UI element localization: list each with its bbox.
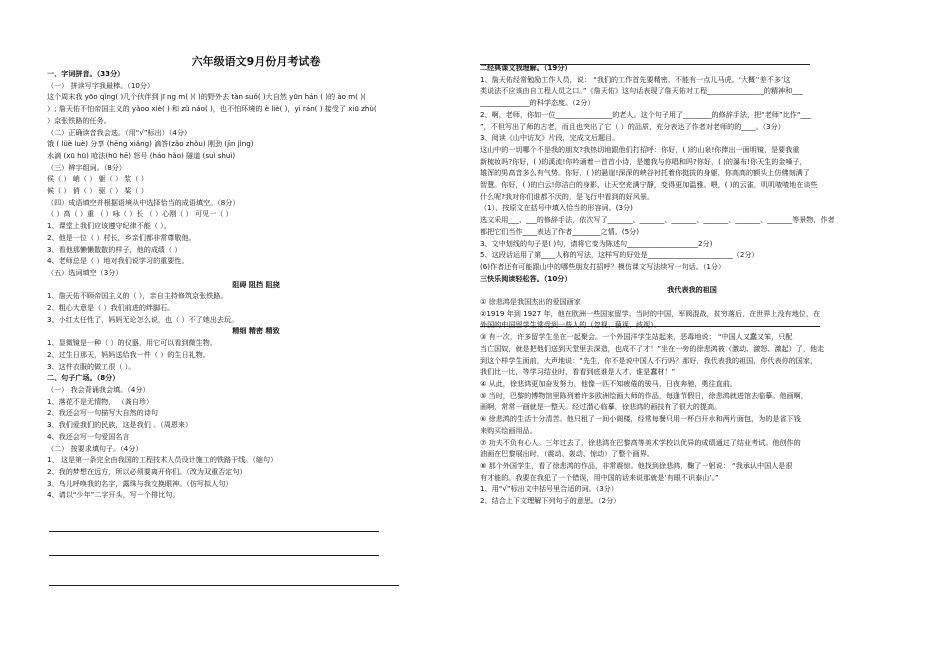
right-line: 2、啊，老师，你如一位________________的老人。这个句子用了________的修辞手法，把“老师”比作“___ [480, 109, 812, 119]
left-line: 3、小红太任性了，妈妈无论怎么说，也（ ）不了她出去玩。 [47, 314, 239, 324]
right-line: 智慧。你好，( )的白云!你洁白的身影，让天空充满宁静，变得更加温雅。喂，( )的云雀，叽叽喳喳地在谈些 [480, 180, 818, 190]
left-line: 一、字词拼音。（33分） [47, 69, 125, 78]
right-line: ④ 从此，徐悲鸿更加奋发努力，他像一匹不知疲倦的骏马，日夜奔驰，勇往直前。 [480, 378, 737, 388]
right-line: 3、文中划线的句子是( )句，请将它变为陈述句____________________2分) [480, 238, 713, 248]
right-text-block [480, 62, 904, 507]
left-line: 4、老师总是（ ）地对我们说学习的重要性。 [47, 256, 189, 266]
left-line: 二、句子广场。（8分） [47, 373, 120, 383]
right-line: ”，不但写出了师的古老，而且也突出了它（ ）的品质，充分表达了作者对老师的的____。（3分） [480, 121, 785, 131]
right-line: 当亡国奴，就是把他们送到天堂里去深造，也成不了才！”坐在一旁的徐悲鸿被（激动、激怒、激起）了，他走 [480, 343, 825, 353]
left-line: 侯（ ） 峭（ ） 躯（ ） 浆（ ） [47, 174, 148, 184]
right-line: 我们比一比，等学习结业时，看看到底谁是人才，谁是蠢材！” [480, 367, 676, 377]
answer-line-2 [49, 555, 379, 556]
right-line: 选文采用___、___的修辞手法，依次写了_______、_______、_______、_______、_______、_______等景物，作者 [480, 215, 835, 225]
right-line: 有才能的。我要在我犯了一个错误，用中国的话来说那就是‘有眼不识泰山’。” [480, 472, 719, 482]
page-title: 六年级语文9月份月考试卷 [191, 55, 321, 68]
answer-line-1 [49, 531, 379, 532]
right-line: 这山中的一切哪个不是我的朋友?我热切地跟他们打招呼：你好，( )的山泉!你捧出一面明镜，是要我重 [480, 144, 800, 154]
right-line: ① 徐悲鸿是我国杰出的爱国画家 [480, 297, 581, 307]
left-line: 精细 精密 精致 [232, 326, 280, 336]
right-line: 1、用“√”标出文中括号里合适的词。（3分） [480, 484, 618, 494]
left-line: 1、 这是第一条完全由我国的工程技术人员设计施工的铁路干线。（缩句） [47, 455, 278, 465]
right-line: 什么呢?我对你们谁都不厌的，是飞行中看到的好风景。 [480, 191, 655, 201]
left-line: 3、看他那懒懒散散的样子，他的成绩（ ） [47, 244, 182, 254]
left-line: 1、落花不是无情物， （龚自珍） [47, 396, 154, 406]
left-line: （二） 按要求填句子。（4分） [47, 443, 143, 453]
left-line: （五）选词填空（3分） [47, 267, 123, 277]
right-line: 我代表我的祖国 [667, 285, 717, 295]
right-line: 到这个样学生面前，大声地说：“先生，你不是说中国人不行吗？那好，我代表我的祖国，你代表你的国家， [480, 355, 818, 365]
left-line: 阻碍 阻挡 阻挠 [232, 279, 280, 289]
right-line: ③ 有一次，许多留学生坐在一起聚会。一个外国洋学生站起来，恶毒地说： “中国人又蠢又笨，只配 [480, 332, 793, 342]
right-line: 3、阅读《山中访友》片段，完成文后题目。 [480, 133, 620, 143]
right-line: 新梳妆吗?你好，( )的溪流!你吟诵着一首首小诗，是邀我与你唱和吗?你好，( )的瀑布!你天生的金嗓子， [480, 156, 807, 166]
left-line: 2、过生日那天，妈妈送给我一件（ ）的生日礼物。 [47, 349, 210, 359]
left-text-block [47, 68, 465, 501]
left-line: 2、粗心大意是（ ）我们前进的绊脚石。 [47, 303, 175, 313]
left-line: 4、我还会写一句爱国名言 [47, 431, 130, 441]
left-line: 2、他是一位（ ）村长，乡亲们都非常尊敬他。 [47, 232, 196, 242]
right-line: (6)作者还有可能跟山中的哪些朋友打招呼？模仿课文写法续写一句话。（1分） [480, 261, 726, 271]
left-line: （三）辨字组词。（8分） [47, 162, 126, 172]
left-line: 这个周末我 yōo qǐng( )几个伙伴到 jī ng m( )( )的野外去 tàn suǒ( )大自然 yūn hán ( )的 ào m( )( [47, 92, 366, 102]
left-line: （四）成语填空并根据语境从中选择恰当的成语填空。（8分） [47, 197, 240, 207]
left-line: （一） 我会背诵我会填。（4分） [47, 384, 150, 394]
right-line: 雄浑的男高音多么有气势。你好，( )的悬崖!深深的峡谷衬托着你挺拔的身躯，你高高的额头上仿佛刻满了 [480, 168, 810, 178]
right-line: 画啊，常常一画就是一整天。经过潜心临摹，徐悲鸿的画技有了很大的提高。 [480, 402, 722, 412]
left-line: 2、我还会写一句描写大自然的诗句 [47, 408, 158, 418]
right-line: 三快乐阅读轻松答。（10分） [480, 273, 572, 283]
right-line: 都把它们当作____表达了作者________之情。(5分) [480, 226, 640, 236]
left-line: 候（ ） 俏（ ） 驱（ ） 桨（ ） [47, 186, 148, 196]
left-line: 3、我们爱我们的民族，这是我们 。（周恩来） [47, 420, 193, 430]
left-line: （ ）高（ ）重 （ ）咏（ ）长 （ ）心刚（ ） 可见一（ ） [47, 209, 233, 219]
left-line: 3、这件衣服的做工很（ ）。 [47, 361, 136, 371]
right-line: 5、这段话运用了第____人称的写法，这样写的好处是________________________（2分） [480, 250, 759, 260]
right-line: 类说法不应该由自工程人员之口。”《詹天佑》这句话表现了詹天佑对工程________________的精神和___ [480, 86, 803, 96]
left-line: 水滴 (xū hū) 呛法(hū hē) 怒号 (háo hǎo) 隧道 (suì shuì) [47, 150, 236, 160]
left-line: （二）正确读音我会选。（用“√”标出）（4分） [47, 127, 192, 137]
right-line: 二经典课文我理解。（19分） [480, 63, 572, 72]
answer-line-4 [480, 326, 820, 327]
left-line: 1、詹天佑不顾帝国主义的（ ），亲自主持修筑京张铁路。 [47, 291, 228, 301]
left-line: 1、显微镜是一种（ ）的仪器，用它可以看到微生物。 [47, 338, 217, 348]
answer-line-3 [49, 585, 399, 586]
right-line: （1）、按原文在括号中填入恰当的形容词。(3分) [480, 203, 633, 213]
left-line: ）; 詹天佑不怕帝国主义的 yǎoo xiè( ) 和 zǔ náo( )，也不怕环境的 è liè( )，yì rán( ) 接受了 xiū zhù( [47, 104, 377, 114]
right-line: ⑧ 那个外国学生，看了徐悲鸿的作品，非常震惊。他找到徐悲鸿，鞠了一躬说： “我承认中国人是很 [480, 460, 793, 470]
right-line: ⑦ 功夫不负有心人。三年过去了，徐悲鸿在巴黎高等美术学校以优异的成绩通过了结业考试。他创作的 [480, 437, 801, 447]
right-line: 1、詹天佑经常勉励工作人员，说： “我们的工作首先要精密，不能有一点儿马虎。‘大概’‘差不多’这 [480, 74, 791, 84]
right-line: ⑤ 当时，巴黎的博物馆里陈列着许多欧洲绘画大师的作品，每逢节假日，徐悲鸿就进馆去临摹。他画啊， [480, 390, 808, 400]
left-line: （一） 拼读写字我最棒。（10分） [47, 80, 155, 90]
left-line: 3、鸟儿呼唤我的名字，露珠与我交换眼神。（仿写拟人句） [47, 478, 233, 488]
left-line: 1、课堂上我们应该遵守纪律不能（ ）。 [47, 221, 171, 231]
left-line: 饿 ( lüè luè) 分享 (hēng xiǎng) 滴答(zǎo zhǒu) 刚劲 (jìn jìng) [47, 139, 254, 149]
right-line: ⑥ 徐悲鸿的生活十分清苦。他只租了一间小阁楼，经常每餐只用一杯白开水和两片面包，为的是省下钱 [480, 414, 801, 424]
left-line: 2、我的梦想在远方，所以必须要离开你们。（改为双重否定句） [47, 466, 247, 476]
right-line: 2、结合上下文理解下列句子的意思。（2分） [480, 496, 621, 506]
right-line: 来购买绘画用品。 [480, 425, 537, 435]
right-line: 外国的中国留学生常受到一些人的（忽视、藐视、歧视）。 [480, 320, 661, 330]
right-line: ______________的科学态度。（2分） [480, 98, 595, 108]
right-line: 油画在巴黎展出时，（震动、轰动、惊动）了整个画界。 [480, 449, 654, 459]
left-line: 4、请以“少年”二字开头，写一个排比句。 [47, 490, 180, 500]
left-line: ）京张铁路的任务。 [47, 115, 111, 125]
right-line: ②1919 年到 1927 年，他在欧洲一些国家留学。当时的中国，军阀混战，贫穷落后，在世界上没有地位，在 [480, 308, 821, 318]
